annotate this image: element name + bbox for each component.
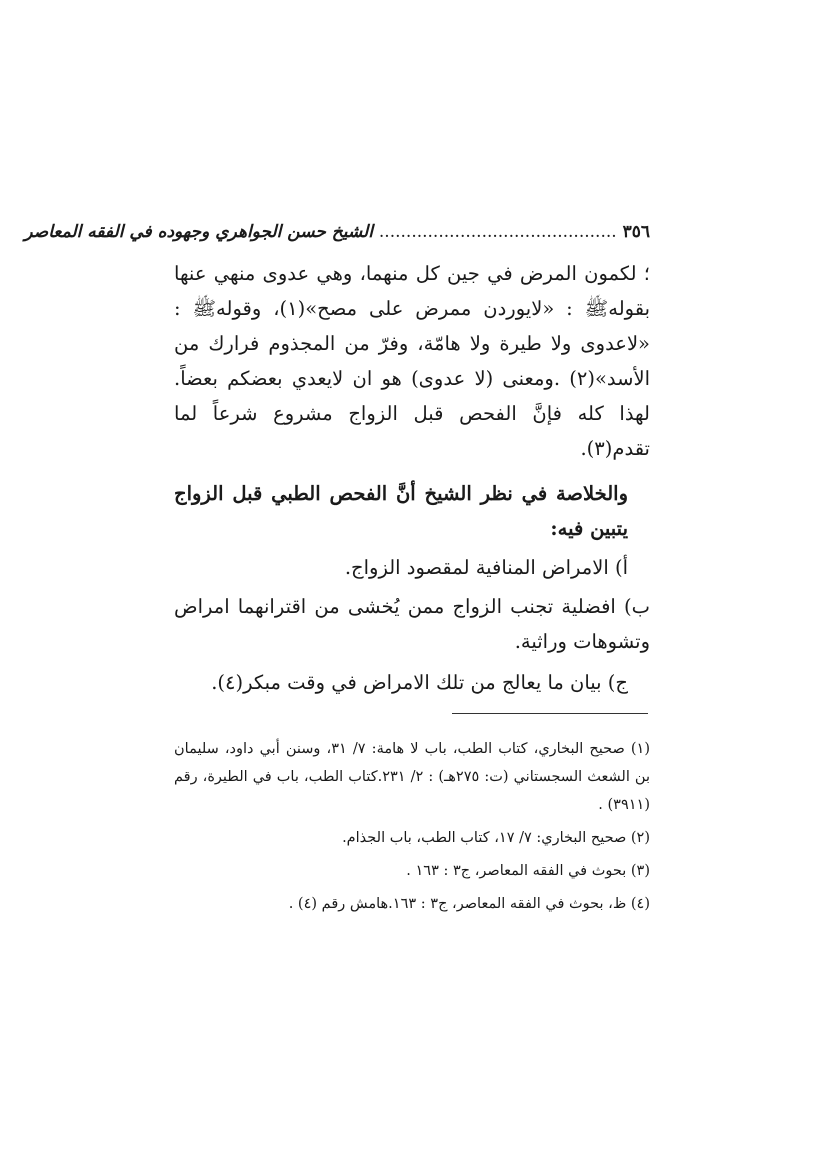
body-paragraph: ؛ لكمون المرض في جين كل منهما، وهي عدوى منهي عنها بقولهﷺ : «لايوردن ممرض على مصح»(١)، وقولهﷺ : «لاعدوى ولا طيرة ولا هامّة، وفرّ من المجذوم فرارك من الأسد»(٢) .ومعنى (لا عدوى) هو ان لايعدي بعضكم بعضاً. لهذا كله فإنَّ الفحص قبل الزواج مشروع شرعاً لما تقدم(٣).	[174, 262, 650, 460]
footnotes	[174, 735, 650, 923]
header-leader-dots: ............................................	[378, 222, 617, 242]
footnote-4: (٤) ظ، بحوث في الفقه المعاصر، ج٣ : ١٦٣.هامش رقم (٤) .	[288, 896, 650, 912]
list-item-b: ب) افضلية تجنب الزواج ممن يُخشى من اقترانهما امراض وتشوهات وراثية.	[174, 595, 650, 653]
header-title: الشيخ حسن الجواهري وجهوده في الفقه المعاصر	[24, 222, 373, 242]
footnote-3: (٣) بحوث في الفقه المعاصر، ج٣ : ١٦٣ .	[406, 863, 650, 879]
list-item-a: أ) الامراض المنافية لمقصود الزواج.	[344, 556, 628, 579]
footnote-divider	[452, 713, 648, 714]
footnote-1: (١) صحيح البخاري، كتاب الطب، باب لا هامة: ٧/ ٣١، وسنن أبي داود، سليمان بن الشعث السجستاني (ت: ٢٧٥هـ) : ٢/ ٢٣١.كتاب الطب، باب في الطيرة، رقم (٣٩١١) .	[174, 741, 651, 813]
running-header	[24, 222, 650, 252]
list-item-c: ج) بيان ما يعالج من تلك الامراض في وقت مبكر(٤).	[211, 671, 628, 694]
page-number: ٣٥٦	[622, 222, 650, 242]
main-text	[174, 256, 650, 700]
footnote-2: (٢) صحيح البخاري: ٧/ ١٧، كتاب الطب، باب الجذام.	[342, 830, 650, 846]
summary-heading: والخلاصة في نظر الشيخ أنَّ الفحص الطبي قبل الزواج يتبين فيه:	[174, 482, 628, 540]
